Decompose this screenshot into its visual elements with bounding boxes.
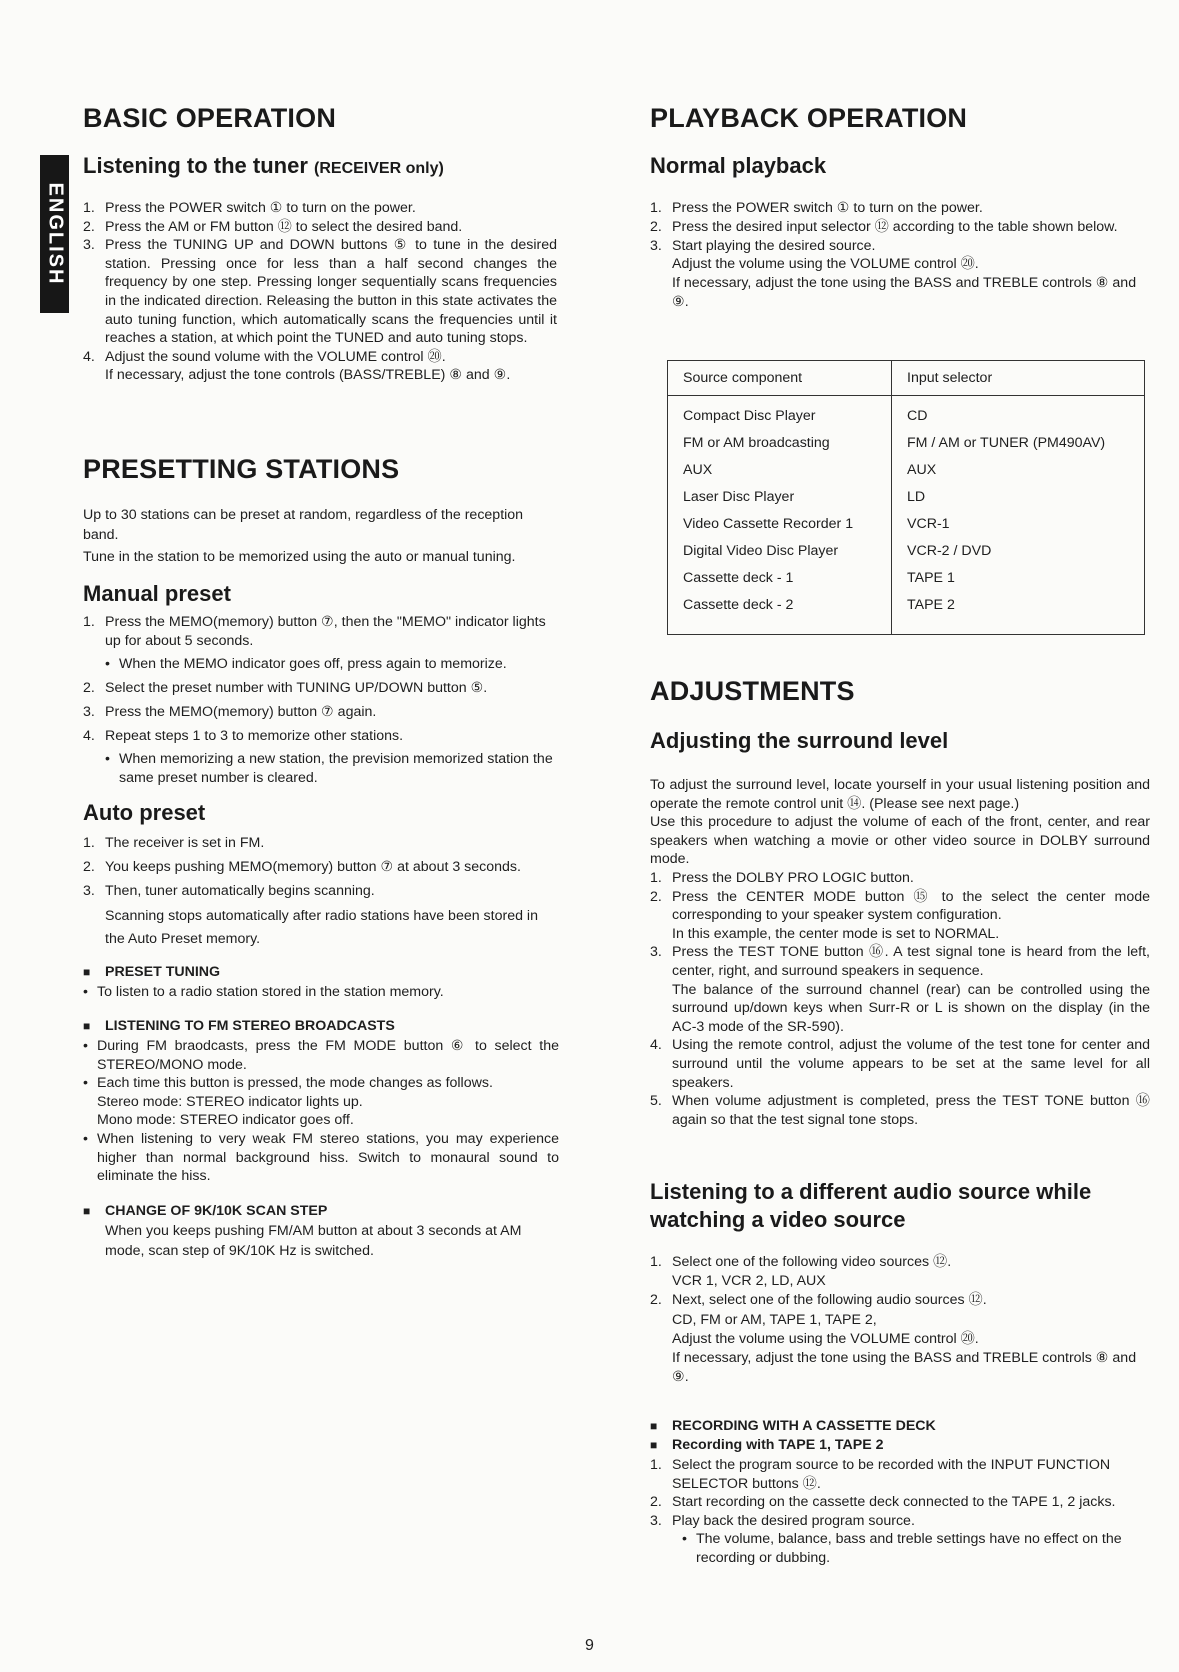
list-item: 4. Adjust the sound volume with the VOLUME control ⑳. bbox=[83, 348, 446, 365]
different-source-title: Listening to a different audio source while watching a video source bbox=[650, 1179, 1092, 1232]
list-item: 2. Select the preset number with TUNING UP/DOWN button ⑤. bbox=[83, 680, 488, 696]
list-item: 4. Using the remote control, adjust the volume of the test tone for center and surround until the volume appears to be set at the same level for all speakers. bbox=[650, 1037, 1150, 1091]
different-source-steps bbox=[650, 1253, 1146, 1387]
table-cell: Cassette deck - 2 bbox=[668, 597, 892, 635]
list-item: 3. Press the TEST TONE button ⑯. A test signal tone is heard from the left, center, right, and surround speakers in sequence. The balance of the surround channel (rear) can be controlled using the surround up/down keys when Surr-R or L is shown on the display (in the AC-3 mode of the SR-590). bbox=[650, 944, 1150, 1035]
language-tab-label: ENGLISH bbox=[44, 182, 66, 286]
manual-preset-title: Manual preset bbox=[83, 581, 231, 606]
table-cell: TAPE 1 bbox=[892, 570, 1145, 597]
table-cell: Laser Disc Player bbox=[668, 489, 892, 516]
list-item: 1. The receiver is set in FM. bbox=[83, 835, 265, 851]
list-item: 1. Press the DOLBY PRO LOGIC button. bbox=[650, 869, 914, 886]
table-cell: AUX bbox=[668, 462, 892, 489]
list-item: 2. You keeps pushing MEMO(memory) button ⑦ at about 3 seconds. bbox=[83, 859, 521, 875]
auto-preset-title: Auto preset bbox=[83, 800, 206, 825]
table-cell: Compact Disc Player bbox=[668, 396, 892, 436]
list-item: 3. Play back the desired program source. • The volume, balance, bass and treble settings have no effect on the recording or dubbing. bbox=[650, 1512, 1146, 1568]
list-item: 2. Press the AM or FM button ⑫ to select the desired band. bbox=[83, 218, 463, 235]
table-header-cell: Input selector bbox=[892, 361, 1145, 396]
table-cell: Digital Video Disc Player bbox=[668, 543, 892, 570]
fm-stereo-heading: ■ LISTENING TO FM STEREO BROADCASTS bbox=[83, 1018, 395, 1034]
surround-text: To adjust the surround level, locate yourself in your usual listening position and operate the remote control unit ⑭. (Please see next page.) Use this procedure to adjust the volume of each of the front, center, and rear speakers when watching a movie or other video source in DOLBY surround mode. 1. Press the DOLBY PRO LOGIC button. 2. Press the CENTER MODE button ⑮ to the select the center mode corresponding to your speaker system configuration. In this example, the center mode is set to NORMAL. 3. Press the TEST TONE button ⑯. A test signal tone is heard from the left, center, right, and surround speakers in sequence. The balance of the surround channel (rear) can be controlled using the surround up/down keys when Surr-R or L is shown on the display (in the AC-3 mode of the SR-590). 4. Using the remote control, adjust the volume of the test tone for center and surround until the volume appears to be set at the same level for all speakers. 5. When volume adjustment is completed, press the TEST TONE button ⑯ again so that the test signal tone stops. bbox=[650, 777, 1150, 1128]
list-item: 2. Press the desired input selector ⑫ according to the table shown below. bbox=[650, 218, 1118, 235]
table-row bbox=[668, 489, 1145, 516]
table-row bbox=[668, 396, 1145, 436]
normal-playback-title: Normal playback bbox=[650, 153, 827, 178]
table-cell: FM / AM or TUNER (PM490AV) bbox=[892, 435, 1145, 462]
list-item: 2. Next, select one of the following audio sources ⑫. CD, FM or AM, TAPE 1, TAPE 2, Adjust the volume using the VOLUME control ⑳. If necessary, adjust the tone using the BASS and TREBLE controls ⑧ and ⑨. bbox=[650, 1292, 1137, 1386]
tuner-steps: 1. Press the POWER switch ① to turn on the power. 2. Press the AM or FM button ⑫ to select the desired band. 3. Press the TUNING UP and DOWN buttons ⑤ to tune in the desired station. Pressing once for less than a half second changes the frequency by one step. Pressing longer sequentially scans frequencies in the indicated direction. Releasing the button in this state activates the auto tuning function, which automatically scans the frequencies until it reaches a station, at which point the TUNED and auto tuning stops. 4. Adjust the sound volume with the VOLUME control ⑳. If necessary, adjust the tone controls (BASS/TREBLE) ⑧ and ⑨. bbox=[83, 200, 557, 384]
adjustments-title: ADJUSTMENTS bbox=[650, 676, 855, 706]
table-cell: VCR-1 bbox=[892, 516, 1145, 543]
list-item: 5. When volume adjustment is completed, press the TEST TONE button ⑯ again so that the test signal tone stops. bbox=[650, 1093, 1150, 1128]
list-item: 2. Press the CENTER MODE button ⑮ to the select the center mode corresponding to your speaker system configuration. In this example, the center mode is set to NORMAL. bbox=[650, 888, 1150, 942]
table-cell: VCR-2 / DVD bbox=[892, 543, 1145, 570]
table-cell: AUX bbox=[892, 462, 1145, 489]
fm-stereo-text: • During FM braodcasts, press the FM MODE button ⑥ to select the STEREO/MONO mode. • Each time this button is pressed, the mode changes as follows. Stereo mode: STEREO indicator lights up. Mono mode: STEREO indicator goes off. • When listening to very weak FM stereo stations, you may experience higher than normal background hiss. Switch to monaural sound to eliminate the hiss. bbox=[83, 1037, 559, 1186]
playback-title: PLAYBACK OPERATION bbox=[650, 103, 968, 133]
manual-preset-steps bbox=[83, 613, 559, 788]
list-item: 3. Then, tuner automatically begins scanning. Scanning stops automatically after radio stations have been stored in the Auto Preset memory. bbox=[83, 883, 538, 947]
list-item: 1. Press the POWER switch ① to turn on the power. bbox=[650, 200, 983, 216]
listening-tuner-title: Listening to the tuner (RECEIVER only) bbox=[83, 153, 444, 178]
presetting-intro: Up to 30 stations can be preset at random, regardless of the reception band. Tune in the station to be memorized using the auto or manual tuning. bbox=[83, 507, 524, 565]
table-cell: FM or AM broadcasting bbox=[668, 435, 892, 462]
recording-steps bbox=[650, 1456, 1146, 1568]
table-cell: CD bbox=[892, 396, 1145, 436]
list-item: 1. Select the program source to be recorded with the INPUT FUNCTION SELECTOR buttons ⑫. bbox=[650, 1457, 1111, 1492]
table-row bbox=[668, 543, 1145, 570]
input-selector-table bbox=[667, 360, 1145, 635]
preset-tuning-heading: ■ PRESET TUNING bbox=[83, 964, 220, 980]
table-row bbox=[668, 462, 1145, 489]
table-header-row bbox=[668, 361, 1145, 396]
table-row bbox=[668, 570, 1145, 597]
list-item: 2. Start recording on the cassette deck connected to the TAPE 1, 2 jacks. bbox=[650, 1494, 1116, 1511]
list-item: 3. Press the TUNING UP and DOWN buttons ⑤ to tune in the desired station. Pressing once for less than a half second changes the frequency by one step. Pressing longer sequentially scans frequencies in the indicated direction. Releasing the button in this state activates the auto tuning function, which automatically scans the frequencies until it reaches a station, at which point the TUNED and auto tuning stops. bbox=[83, 237, 557, 347]
page-number: 9 bbox=[585, 1637, 594, 1654]
table-row bbox=[668, 597, 1145, 635]
basic-operation-title: BASIC OPERATION bbox=[83, 103, 337, 133]
preset-tuning-text: • To listen to a radio station stored in the station memory. bbox=[83, 983, 559, 1003]
table-row bbox=[668, 516, 1145, 543]
language-tab bbox=[40, 155, 69, 313]
auto-preset-steps bbox=[83, 833, 559, 951]
scan-step-heading: ■ CHANGE OF 9K/10K SCAN STEP bbox=[83, 1203, 327, 1219]
table-header-cell: Source component bbox=[668, 361, 892, 396]
table-row bbox=[668, 435, 1145, 462]
list-item: 3. Start playing the desired source. Adjust the volume using the VOLUME control ⑳. If necessary, adjust the tone using the BASS and TREBLE controls ⑧ and ⑨. bbox=[650, 237, 1137, 310]
table-cell: LD bbox=[892, 489, 1145, 516]
table-cell: TAPE 2 bbox=[892, 597, 1145, 635]
list-item: 1. Press the POWER switch ① to turn on the power. bbox=[83, 200, 416, 216]
presetting-title: PRESETTING STATIONS bbox=[83, 454, 400, 484]
list-item: 1. Select one of the following video sources ⑫. VCR 1, VCR 2, LD, AUX bbox=[650, 1254, 952, 1290]
surround-level-title: Adjusting the surround level bbox=[650, 728, 949, 753]
recording-subheading: ■ Recording with TAPE 1, TAPE 2 bbox=[650, 1437, 884, 1453]
scan-step-text: When you keeps pushing FM/AM button at about 3 seconds at AM mode, scan step of 9K/10K Hz is switched. bbox=[105, 1223, 522, 1259]
playback-steps bbox=[650, 199, 1146, 312]
list-item: 1. Press the MEMO(memory) button ⑦, then the "MEMO" indicator lights up for about 5 seconds. • When the MEMO indicator goes off, press again to memorize. bbox=[83, 613, 559, 674]
table-cell: Video Cassette Recorder 1 bbox=[668, 516, 892, 543]
recording-heading: ■ RECORDING WITH A CASSETTE DECK bbox=[650, 1418, 936, 1434]
table-cell: Cassette deck - 1 bbox=[668, 570, 892, 597]
list-item: 4. Repeat steps 1 to 3 to memorize other stations. • When memorizing a new station, the prevision memorized station the same preset number is cleared. bbox=[83, 727, 559, 788]
list-item: 3. Press the MEMO(memory) button ⑦ again. bbox=[83, 704, 377, 720]
